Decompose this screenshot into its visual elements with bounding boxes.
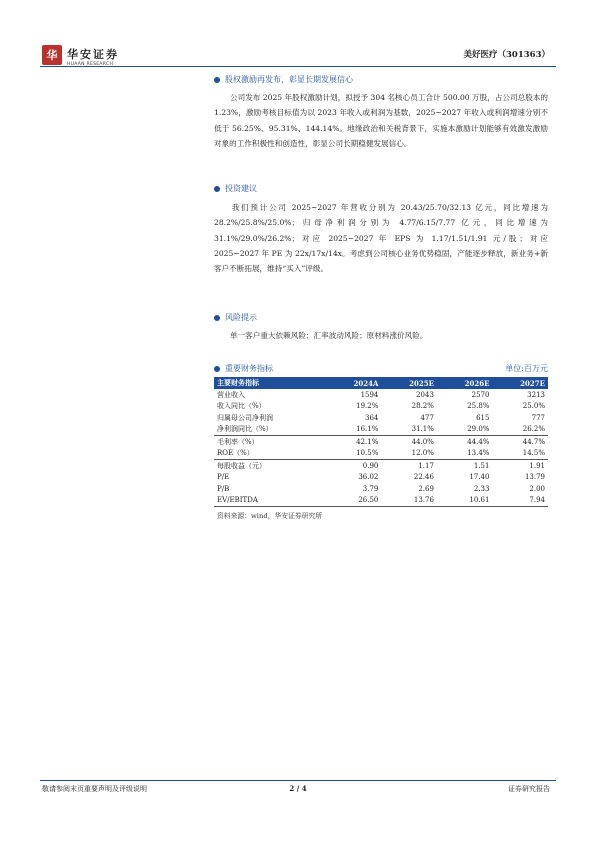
paragraph-risk — [214, 328, 548, 343]
table-cell: 0.90 — [326, 460, 382, 472]
table-cell: 26.50 — [326, 495, 382, 507]
paragraph-text: 公司发布 2025 年股权激励计划，拟授予 304 名核心员工合计 500.00 万股，占公司总股本的 1.23%，激励考核目标值为以 2023 年收入或利润为基数，2025~2027 年收入或利润增速分别不低于 56.25%、95.31%、144.14%。地缘政治和关税背景下，实施本激励计划能够有效激发激励对象的工作积极性和创造性，彰显公司长期稳健发展信心。 — [214, 93, 548, 148]
bullet-icon — [214, 186, 220, 192]
paragraph-text: 我们预计公司 2025~2027 年营收分别为 20.43/25.70/32.13 亿元，同比增速为 28.2%/25.8%/25.0%；归母净利润分别为 4.77/6.15/7.77 亿元，同比增速为 31.1%/29.0%/26.2%；对应 2025~2027 年 EPS 为 1.17/1.51/1.91 元/股；对应 2025~2027 年 PE 为 22x/17x/14x。考虑到公司核心业务优势稳固，产能逐步释放，新业务+新客户不断拓展，维持“买入”评级。 — [214, 203, 548, 274]
table-row — [214, 472, 548, 484]
table-cell: 44.0% — [381, 436, 437, 448]
table-row — [214, 460, 548, 472]
table-cell: 毛利率（%） — [214, 436, 326, 448]
brand-name: 华安证券 — [67, 48, 119, 61]
table-cell: 29.0% — [467, 425, 490, 434]
column-header: 2026E — [437, 377, 493, 389]
section-title-text: 投资建议 — [225, 184, 257, 193]
table-cell: 收入同比（%） — [217, 402, 266, 411]
financial-table-block — [214, 362, 548, 520]
table-cell: 1.17 — [381, 460, 437, 472]
table-row — [214, 483, 548, 495]
header-divider — [40, 66, 556, 67]
table-cell: 25.0% — [522, 402, 545, 411]
table-cell: 每股收益（元） — [214, 460, 326, 472]
table-cell: 3.79 — [362, 484, 379, 493]
table-cell: 42.1% — [326, 436, 382, 448]
bullet-icon — [214, 366, 220, 372]
section-title-text: 股权激励再发布，彰显长期发展信心 — [225, 75, 353, 84]
table-header-row — [214, 377, 548, 389]
table-cell: 10.61 — [437, 495, 493, 507]
paragraph-incentive — [214, 90, 548, 151]
bullet-icon — [214, 77, 220, 83]
table-cell: 615 — [476, 413, 490, 422]
column-header: 2024A — [326, 377, 382, 389]
table-cell: 36.02 — [358, 473, 379, 482]
table-row — [214, 495, 548, 507]
table-cell: ROE（%） — [217, 449, 254, 458]
table-cell: 13.4% — [467, 449, 490, 458]
table-cell: 2570 — [471, 390, 490, 399]
table-cell: 2.00 — [529, 484, 545, 493]
logo-icon — [42, 45, 62, 65]
table-cell: 777 — [531, 413, 545, 422]
table-cell: 12.0% — [411, 449, 434, 458]
brand-name-en: HUAAN RESEARCH — [67, 62, 114, 67]
table-cell: P/B — [217, 484, 230, 493]
table-cell: 2.33 — [473, 484, 490, 493]
table-row — [214, 448, 548, 460]
paragraph-text: 单一客户重大依赖风险；汇率波动风险；原材料涨价风险。 — [230, 331, 428, 340]
section-title-risk — [214, 312, 257, 323]
table-cell: 3213 — [527, 390, 545, 399]
table-cell: 10.5% — [356, 449, 379, 458]
footer-divider — [40, 780, 556, 781]
section-title-text: 风险提示 — [225, 313, 257, 322]
table-cell: 净利润同比（%） — [217, 425, 273, 434]
table-cell: P/E — [217, 473, 230, 482]
table-cell: 13.76 — [381, 495, 437, 507]
table-cell: EV/EBITDA — [214, 495, 326, 507]
table-cell: 1.51 — [437, 460, 493, 472]
column-header: 2027E — [492, 377, 548, 389]
table-row — [214, 412, 548, 424]
table-cell: 44.4% — [437, 436, 493, 448]
table-title: 重要财务指标 — [225, 364, 273, 373]
table-cell: 477 — [420, 413, 434, 422]
logo-glyph: 华 — [46, 49, 58, 62]
table-cell: 19.2% — [356, 402, 379, 411]
table-cell: 1594 — [360, 390, 379, 399]
column-header: 主要财务指标 — [214, 377, 326, 389]
table-cell: 营业收入 — [217, 390, 245, 399]
table-cell: 31.1% — [411, 425, 434, 434]
table-cell: 28.2% — [411, 402, 434, 411]
section-title-incentive — [214, 74, 353, 85]
footer-disclaimer: 敬请参阅末页重要声明及评级说明 — [42, 785, 147, 793]
table-cell: 22.46 — [413, 473, 434, 482]
table-cell: 7.94 — [492, 495, 548, 507]
table-cell: 13.79 — [524, 473, 545, 482]
table-row — [214, 389, 548, 401]
table-cell: 44.7% — [492, 436, 548, 448]
table-row — [214, 401, 548, 413]
table-cell: 1.91 — [492, 460, 548, 472]
column-header: 2025E — [381, 377, 437, 389]
page-number: 2 / 4 — [289, 784, 307, 793]
table-cell: 17.40 — [469, 473, 490, 482]
table-header — [214, 362, 548, 375]
section-title-advice — [214, 183, 257, 194]
bullet-icon — [214, 315, 220, 321]
table-cell: 26.2% — [522, 425, 545, 434]
company-title: 美好医疗（301363） — [463, 50, 550, 60]
table-cell: 2043 — [416, 390, 434, 399]
table-unit: 单位:百万元 — [505, 364, 548, 373]
table-cell: 25.8% — [467, 402, 490, 411]
table-row — [214, 436, 548, 448]
table-cell: 16.1% — [356, 425, 379, 434]
table-cell: 364 — [365, 413, 379, 422]
paragraph-advice — [214, 200, 548, 276]
financial-table — [214, 377, 548, 507]
table-cell: 2.69 — [418, 484, 434, 493]
footer-report-type: 证券研究报告 — [508, 785, 550, 793]
table-row — [214, 424, 548, 436]
table-source: 资料来源：wind，华安证券研究所 — [217, 512, 323, 520]
table-cell: 归属母公司净利润 — [217, 413, 273, 422]
table-cell: 14.5% — [522, 449, 545, 458]
